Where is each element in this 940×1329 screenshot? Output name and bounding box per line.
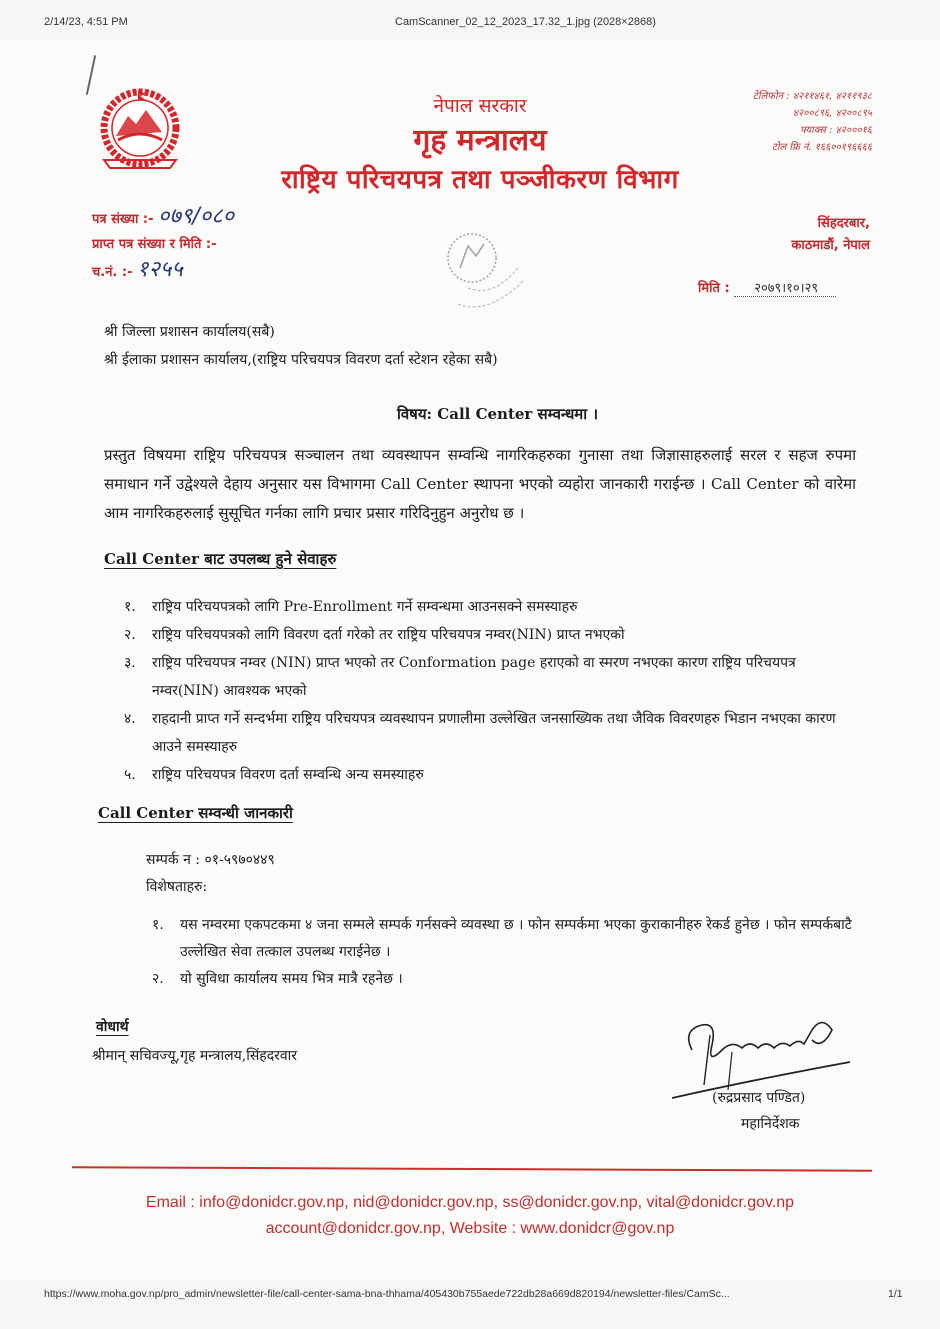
print-url: https://www.moha.gov.np/pro_admin/newsletter-file/call-center-sama-bna-thhama/405430b755aede722db28a669d820194/newsletter-files/CamSc... — [44, 1288, 730, 1300]
addressee-line: श्री ईलाका प्रशासन कार्यालय,(राष्ट्रिय परिचयपत्र विवरण दर्ता स्टेशन रहेका सबै) — [104, 352, 498, 368]
list-item — [152, 912, 864, 966]
cc-heading: वोधार्थ — [96, 1019, 129, 1035]
address-line: काठमाडौं, नेपाल — [791, 238, 870, 253]
received-label: प्राप्त पत्र संख्या र मिति :- — [92, 237, 217, 252]
addressee-line: श्री जिल्ला प्रशासन कार्यालय(सबै) — [104, 324, 275, 340]
item-number: १. — [152, 917, 164, 933]
item-number: ५. — [124, 767, 136, 783]
print-datetime: 2/14/23, 4:51 PM — [44, 16, 128, 28]
list-item — [124, 761, 864, 789]
date-label: मिति : — [698, 281, 730, 296]
date-value: २०७९।१०।२९ — [734, 281, 836, 297]
signatory-name: (रुद्रप्रसाद पण्डित) — [712, 1090, 806, 1106]
nepal-emblem-icon — [94, 88, 186, 172]
letter-number-value: ०७९/०८० — [158, 204, 235, 229]
list-item — [124, 621, 864, 649]
contact-line: ४२००८९६, ४२००८९५ — [792, 108, 872, 119]
contact-block — [690, 88, 872, 156]
item-text: यो सुविधा कार्यालय समय भित्र मात्रै रहनेछ । — [180, 971, 403, 987]
print-page-number: 1/1 — [888, 1288, 903, 1300]
address-line: सिंहदरबार, — [817, 216, 870, 231]
subject-line: विषय: Call Center सम्वन्धमा । — [396, 405, 599, 423]
footer-website: account@donidcr.gov.np, Website : www.donidcr@gov.np — [265, 1220, 675, 1237]
signatory-title: महानिर्देशक — [741, 1116, 800, 1132]
list-item — [124, 705, 864, 761]
item-text: यस नम्वरमा एकपटकमा ४ जना सम्मले सम्पर्क गर्नसक्ने व्यवस्था छ । फोन सम्पर्कमा भएका कुराकानीहरु रेकर्ड हुनेछ । फोन सम्पर्कबाटै उल्लेखित सेवा तत्काल उपलब्ध गराईनेछ । — [180, 917, 852, 960]
item-number: ३. — [124, 655, 136, 671]
item-number: १. — [124, 599, 136, 615]
body-paragraph: प्रस्तुत विषयमा राष्ट्रिय परिचयपत्र सञ्चालन तथा व्यवस्थापन सम्वन्धि नागरिकहरुका गुनासा तथा जिज्ञासाहरुलाई सरल र सहज रुपमा समाधान गर्ने उद्वेश्यले देहाय अनुसार यस विभागमा Call Center स्थापना भएको व्यहोरा जानकारी गराईन्छ । Call Center को वारेमा आम नागरिकहरुलाई सुसूचित गर्नका लागि प्रचार प्रसार गरिदिनुहुन अनुरोध छ । — [104, 446, 856, 522]
office-address — [740, 213, 870, 257]
item-text: राहदानी प्राप्त गर्ने सन्दर्भमा राष्ट्रिय परिचयपत्र व्यवस्थापन प्रणालीमा उल्लेखित जनसाख्यिक तथा जैविक विवरणहरु भिडान नभएका कारण आउने समस्याहरु — [152, 711, 836, 755]
item-text: राष्ट्रिय परिचयपत्रको लागि विवरण दर्ता गरेको तर राष्ट्रिय परिचयपत्र नम्वर(NIN) प्राप्त नभएको — [152, 627, 625, 643]
letter-number-label: पत्र संख्या :- — [92, 212, 154, 227]
letter-footer — [60, 1190, 880, 1242]
dispatch-number-row — [92, 257, 234, 285]
item-number: २. — [152, 971, 164, 987]
item-text: राष्ट्रिय परिचयपत्रको लागि Pre-Enrollment गर्ने सम्वन्धमा आउनसक्ने समस्याहरु — [152, 599, 578, 615]
government-name: नेपाल सरकार — [433, 95, 527, 117]
dispatch-number-label: च.नं. :- — [92, 265, 133, 280]
footer-emails: Email : info@donidcr.gov.np, nid@donidcr.gov.np, ss@donidcr.gov.np, vital@donidcr.gov.np — [145, 1194, 795, 1211]
features-label: विशेषताहरु: — [146, 879, 208, 895]
services-list — [124, 593, 864, 789]
call-center-phone: सम्पर्क न : ०१-५९७०४४९ — [146, 852, 275, 868]
list-item — [124, 593, 864, 621]
item-number: २. — [124, 627, 136, 643]
ministry-name: गृह मन्त्रालय — [413, 123, 547, 158]
services-heading: Call Center बाट उपलब्ध हुने सेवाहरु — [104, 550, 337, 568]
item-text: राष्ट्रिय परिचयपत्र विवरण दर्ता सम्वन्धि अन्य समस्याहरु — [152, 767, 424, 783]
contact-line: टेलिफोन : ४२११४६१, ४२११९३८ — [752, 91, 872, 102]
letter-number-row — [92, 204, 234, 232]
print-footer — [0, 1284, 940, 1304]
features-list — [152, 912, 864, 993]
contact-line: फ्याक्स : ४२०००१६ — [799, 125, 872, 136]
print-title: CamScanner_02_12_2023_17.32_1.jpg (2028×2868) — [395, 16, 656, 28]
info-heading: Call Center सम्वन्धी जानकारी — [98, 804, 293, 822]
item-text: राष्ट्रिय परिचयपत्र नम्वर (NIN) प्राप्त भएको तर Conformation page हराएको वा स्मरण नभएका कारण राष्ट्रिय परिचयपत्र नम्वर(NIN) आवश्यक भएको — [152, 655, 796, 699]
date-row — [698, 278, 836, 296]
addressee-block — [104, 318, 498, 374]
item-number: ४. — [124, 711, 136, 727]
list-item — [124, 649, 864, 705]
official-stamp-icon — [438, 228, 528, 314]
list-item — [152, 966, 864, 993]
cc-recipient: श्रीमान् सचिवज्यू,गृह मन्त्रालय,सिंहदरवार — [92, 1048, 298, 1064]
signature-icon — [672, 1010, 852, 1100]
contact-line: टोल फ्रि नं. १६६००१९६६६६ — [771, 142, 872, 153]
reference-block — [92, 204, 234, 285]
department-name: राष्ट्रिय परिचयपत्र तथा पञ्जीकरण विभाग — [281, 165, 679, 195]
dispatch-number-value: १२५५ — [137, 257, 183, 282]
print-header — [0, 10, 940, 30]
